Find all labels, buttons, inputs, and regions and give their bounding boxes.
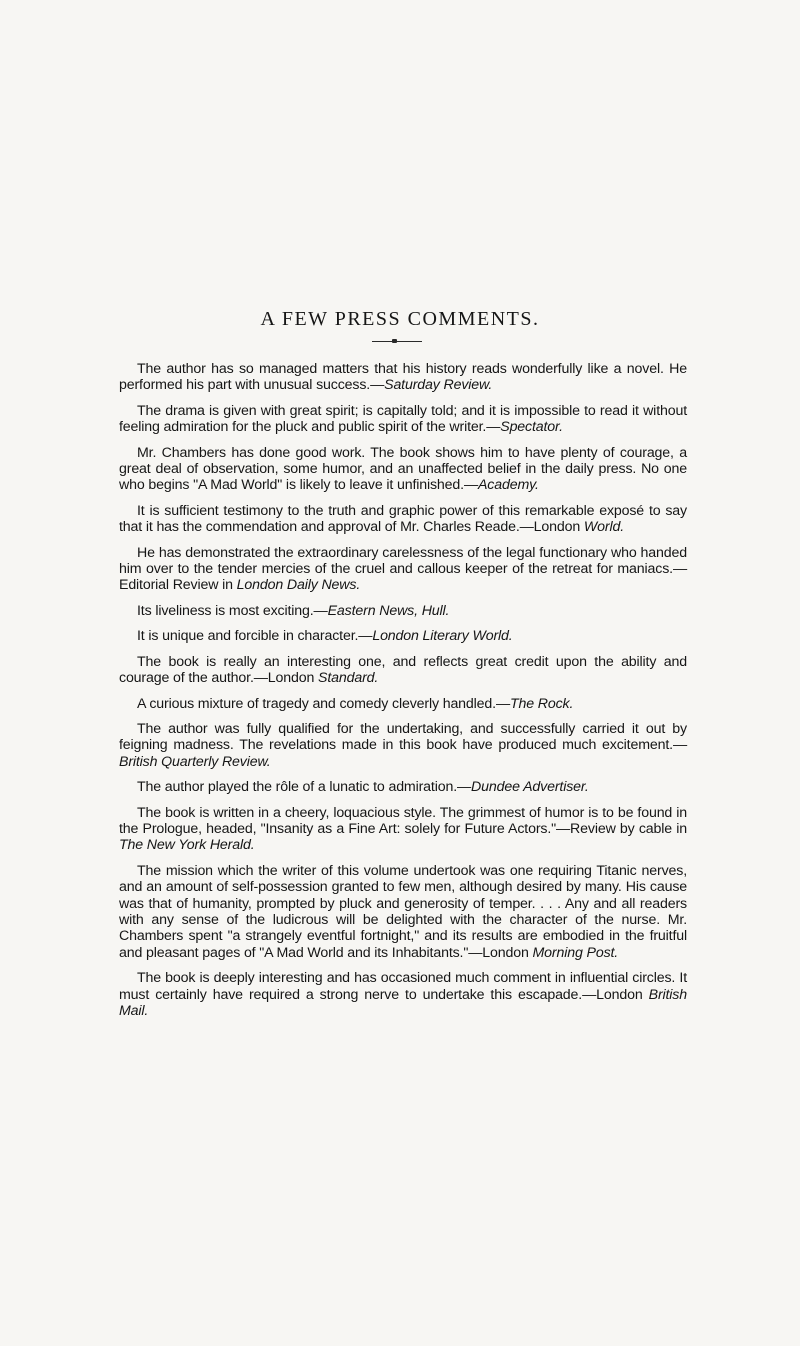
press-comment — [119, 696, 687, 712]
press-comment — [119, 503, 687, 536]
press-comment — [119, 445, 687, 494]
comment-source: World. — [583, 519, 625, 536]
press-comment — [119, 779, 687, 795]
comment-text: The author played the rôle of a lunatic to admiration.— — [137, 779, 472, 796]
comment-source: British Mail. — [119, 986, 687, 1019]
comment-source: Eastern News, Hull. — [327, 602, 450, 619]
comment-text: The book is written in a cheery, loquacious style. The grimmest of humor is to be found in the Prologue, headed, "Insanity as a Fine Art: solely for Future Actors."—Review by cable in — [119, 804, 687, 837]
title-divider — [372, 341, 422, 342]
comment-text: A curious mixture of tragedy and comedy cleverly handled.— — [137, 695, 510, 712]
press-comment — [119, 545, 687, 594]
comment-source: London Literary World. — [372, 628, 513, 645]
comment-text: The drama is given with great spirit; is capitally told; and it is impossible to read it without feeling admiration for the pluck and public spirit of the writer.— — [119, 402, 687, 436]
press-comment — [119, 654, 687, 687]
comment-source: The Rock. — [509, 695, 574, 712]
comment-text: The author has so managed matters that his history reads wonderfully like a novel. He performed his part with unusual success.— — [119, 361, 687, 394]
comment-source: Standard. — [318, 670, 379, 687]
comment-text: It is unique and forcible in character.— — [137, 628, 373, 645]
comment-source: Dundee Advertiser. — [471, 779, 589, 796]
press-comment — [119, 721, 687, 770]
comment-source: Academy. — [477, 477, 539, 494]
comment-source: London Daily News. — [236, 577, 361, 594]
press-comment — [119, 805, 687, 854]
comment-source: The New York Herald. — [119, 837, 255, 854]
comment-source: Morning Post. — [532, 944, 619, 961]
comment-text: It is sufficient testimony to the truth and graphic power of this remarkable exposé to say that it has the commendation and approval of Mr. Charles Reade.—London — [119, 502, 687, 536]
press-comment — [119, 603, 687, 619]
press-comment — [119, 970, 687, 1019]
comment-text: Its liveliness is most exciting.— — [137, 602, 328, 619]
press-comment — [119, 863, 687, 961]
press-comment — [119, 403, 687, 436]
title-divider-ornament — [392, 339, 397, 343]
press-comment — [119, 628, 687, 644]
press-comment — [119, 361, 687, 394]
comment-text: The author was fully qualified for the undertaking, and successfully carried it out by feigning madness. The revelations made in this book have produced much excitement.— — [119, 720, 687, 754]
comment-source: Spectator. — [500, 419, 563, 436]
comment-text: He has demonstrated the extraordinary carelessness of the legal functionary who handed him over to the tender mercies of the cruel and callous keeper of the retreat for maniacs.—Editorial Review in — [119, 544, 687, 594]
comment-text: The book is deeply interesting and has occasioned much comment in influential circles. It must certainly have required a strong nerve to undertake this escapade.—London — [119, 970, 687, 1003]
comment-text: The book is really an interesting one, and reflects great credit upon the ability and courage of the author.—London — [119, 653, 687, 687]
comment-source: Saturday Review. — [384, 377, 493, 394]
press-comments-list — [119, 361, 687, 1028]
comment-text: Mr. Chambers has done good work. The book shows him to have plenty of courage, a great deal of observation, some humor, and an unaffected belief in the daily press. No one who begins "A Mad World" is likely to leave it unfinished.— — [119, 444, 687, 494]
comment-text: The mission which the writer of this volume undertook was one requiring Titanic nerves, and an amount of self-possession granted to few men, although desired by many. His cause was that of humanity, prompted by pluck and generosity of temper. . . . Any and all readers with any sense of the ludicrous will be delighted with the character of the nurse. Mr. Chambers spent "a strangely eventful fortnight," and its results are embodied in the fruitful and pleasant pages of "A Mad World and its Inhabitants."—London — [119, 862, 687, 961]
comment-source: British Quarterly Review. — [119, 753, 271, 770]
page-title: A FEW PRESS COMMENTS. — [260, 308, 540, 330]
